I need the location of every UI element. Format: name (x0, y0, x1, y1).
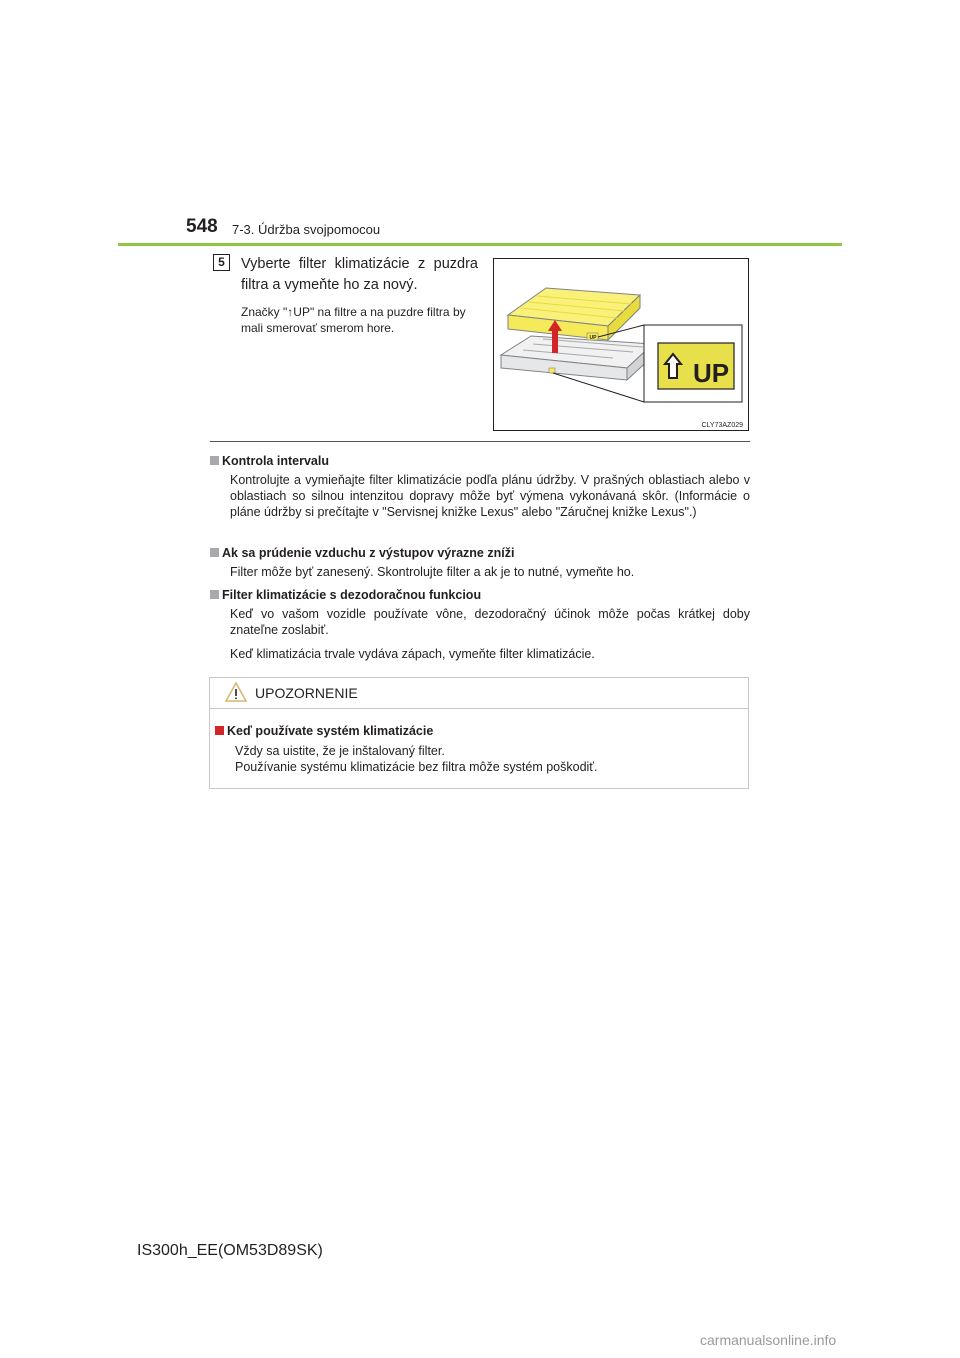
info-heading: Ak sa prúdenie vzduchu z výstupov výrazne zníži (210, 545, 750, 561)
warning-heading: Keď používate systém klimatizácie (215, 723, 735, 739)
info-body: Keď vo vašom vozidle používate vône, dezodoračný účinok môže počas krátkej doby znateľne zoslabiť. (230, 607, 750, 637)
step-note: Značky "↑UP" na filtre a na puzdre filtra by mali smerovať smerom hore. (241, 305, 466, 335)
model-code: IS300h_EE(OM53D89SK) (137, 1242, 323, 1259)
step-number-badge: 5 (213, 254, 230, 271)
warning-box (209, 677, 749, 789)
square-bullet-icon (215, 726, 224, 735)
illustration-code: CLY73AZ029 (701, 422, 743, 429)
header-rule (118, 243, 842, 246)
section-title: 7-3. Údržba svojpomocou (232, 222, 381, 237)
warning-line-1: Vždy sa uistite, že je inštalovaný filter. (235, 744, 445, 758)
info-body-second: Keď klimatizácia trvale vydáva zápach, vymeňte filter klimatizácie. (230, 647, 595, 661)
warning-header (210, 678, 748, 709)
info-deodorizing (210, 587, 750, 662)
up-callout-label: UP (692, 358, 730, 388)
warning-line-2: Používanie systému klimatizácie bez filtra môže systém poškodiť. (235, 760, 598, 774)
info-body: Filter môže byť zanesený. Skontrolujte filter a ak je to nutné, vymeňte ho. (230, 565, 635, 579)
info-body: Kontrolujte a vymieňajte filter klimatizácie podľa plánu údržby. V prašných oblastiach alebo v oblastiach so silnou intenzitou dopravy môže byť výmena vykonávaná skôr. (Informácie o pláne údržby si prečítajte v "Servisnej knižke Lexus" alebo "Záručnej knižke Lexus".) (230, 473, 750, 519)
filter-up-mark: UP (589, 335, 597, 341)
info-heading: Kontrola intervalu (210, 453, 750, 469)
page-number: 548 (186, 216, 218, 237)
watermark: carmanualsonline.info (700, 1332, 837, 1348)
filter-replacement-illustration (493, 258, 749, 431)
info-interval (210, 453, 750, 520)
square-bullet-icon (210, 590, 219, 599)
square-bullet-icon (210, 548, 219, 557)
info-heading: Filter klimatizácie s dezodoračnou funkciou (210, 587, 750, 603)
warning-label: UPOZORNENIE (255, 685, 358, 701)
step-instruction: Vyberte filter klimatizácie z puzdra filtra a vymeňte ho za nový. (241, 256, 478, 293)
warning-triangle-icon (225, 682, 247, 702)
square-bullet-icon (210, 456, 219, 465)
section-divider (210, 441, 750, 442)
info-airflow (210, 545, 750, 580)
warning-item (215, 723, 735, 775)
